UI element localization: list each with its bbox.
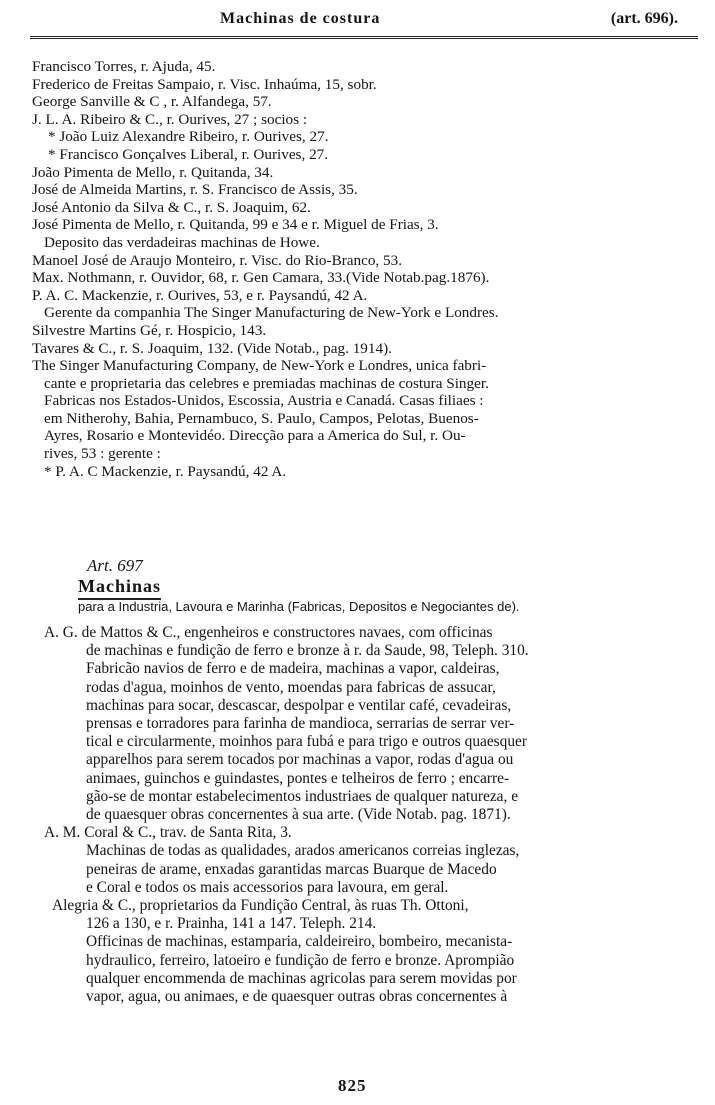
page-header [30, 8, 698, 34]
article-number: Art. 697 [87, 556, 143, 575]
list-item-continuation: peneiras de arame, enxadas garantidas marcas Buarque de Macedo [86, 860, 497, 878]
list-item: João Pimenta de Mello, r. Quitanda, 34. [32, 163, 274, 181]
list-item: Frederico de Freitas Sampaio, r. Visc. Inhaúma, 15, sobr. [32, 75, 377, 93]
list-item-continuation: tical e circularmente, moinhos para fubá e para trigo e outros quaesquer [86, 733, 528, 751]
list-item: The Singer Manufacturing Company, de New-York e Londres, unica fabri- [32, 357, 487, 375]
section-title: Machinas [78, 576, 161, 600]
list-item: Max. Nothmann, r. Ouvidor, 68, r. Gen Camara, 33.(Vide Notab.pag.1876). [32, 269, 490, 287]
list-item: Tavares & C., r. S. Joaquim, 132. (Vide Notab., pag. 1914). [32, 339, 392, 357]
list-item: A. M. Coral & C., trav. de Santa Rita, 3. [44, 824, 292, 842]
list-item: Francisco Torres, r. Ajuda, 45. [32, 58, 216, 75]
list-item: Alegria & C., proprietarios da Fundição Central, às ruas Th. Ottoni, [52, 897, 469, 915]
list-item: George Sanville & C , r. Alfandega, 57. [32, 93, 272, 111]
list-item-continuation: 126 a 130, e r. Prainha, 141 a 147. Teleph. 214. [86, 915, 377, 933]
list-item: José de Almeida Martins, r. S. Francisco de Assis, 35. [32, 181, 358, 199]
sewing-machine-listing [32, 58, 692, 480]
list-item-continuation: de quaesquer obras concernentes à sua arte. (Vide Notab. pag. 1871). [86, 806, 511, 824]
list-item: P. A. C. Mackenzie, r. Ourives, 53, e r. Paysandú, 42 A. [32, 286, 368, 304]
list-item-continuation: Machinas de todas as qualidades, arados americanos correias inglezas, [86, 842, 520, 860]
list-item-continuation: em Nitherohy, Bahia, Pernambuco, S. Paulo, Campos, Pelotas, Buenos- [44, 409, 479, 427]
list-item-partner: * Francisco Gonçalves Liberal, r. Ourives, 27. [48, 145, 329, 163]
article-reference: (art. 696). [610, 10, 678, 27]
list-item-continuation: e Coral e todos os mais accessorios para lavoura, em geral. [86, 878, 449, 896]
list-item: Silvestre Martins Gé, r. Hospicio, 143. [32, 321, 267, 339]
list-item-continuation: rodas d'agua, moinhos de vento, moendas para fabricas de assucar, [86, 678, 496, 696]
list-item: A. G. de Mattos & C., engenheiros e constructores navaes, com officinas [44, 624, 493, 641]
list-item-continuation: gão-se de montar estabelecimentos industriaes de qualquer natureza, e [86, 787, 519, 805]
list-item-continuation: animaes, guinchos e guindastes, pontes e telheiros de ferro ; encarre- [86, 769, 510, 787]
running-title: Machinas de costura [220, 10, 381, 27]
list-item: Manoel José de Araujo Monteiro, r. Visc. do Rio-Branco, 53. [32, 251, 403, 269]
list-item-continuation: Fabricas nos Estados-Unidos, Escossia, Austria e Canadá. Casas filiaes : [44, 392, 484, 410]
list-item-continuation: rives, 53 : gerente : [44, 445, 161, 463]
page-number: 825 [338, 1076, 367, 1095]
section-subtitle: para a Industria, Lavoura e Marinha (Fabricas, Depositos e Negociantes de). [78, 599, 520, 614]
list-item-continuation: Deposito das verdadeiras machinas de Howe. [44, 233, 320, 251]
list-item-partner: * P. A. C Mackenzie, r. Paysandú, 42 A. [44, 462, 287, 480]
list-item-continuation: qualquer encommenda de machinas agricolas para serem movidas por [86, 969, 517, 987]
list-item-continuation: hydraulico, ferreiro, latoeiro e fundição de ferro e bronze. Aprompião [86, 951, 515, 969]
industrial-machine-listing [44, 624, 694, 1006]
list-item-partner: * João Luiz Alexandre Ribeiro, r. Ourives, 27. [48, 128, 329, 146]
list-item-continuation: machinas para socar, descascar, despolpar e ventilar café, cevadeiras, [86, 696, 512, 714]
list-item-continuation: de machinas e fundição de ferro e bronze à r. da Saude, 98, Teleph. 310. [86, 642, 529, 660]
list-item-continuation: Ayres, Rosario e Montevidéo. Direcção para a America do Sul, r. Ou- [44, 427, 466, 445]
list-item: José Pimenta de Mello, r. Quitanda, 99 e 34 e r. Miguel de Frias, 3. [32, 216, 439, 234]
list-item-continuation: Officinas de machinas, estamparia, caldeireiro, bombeiro, mecanista- [86, 933, 513, 951]
list-item-continuation: cante e proprietaria das celebres e premiadas machinas de costura Singer. [44, 374, 489, 392]
list-item: J. L. A. Ribeiro & C., r. Ourives, 27 ; socios : [32, 110, 308, 128]
list-item-continuation: Gerente da companhia The Singer Manufacturing de New-York e Londres. [44, 304, 499, 322]
list-item-continuation: prensas e torradores para farinha de mandioca, serrarias de serrar ver- [86, 715, 515, 733]
list-item-continuation: Fabricão navios de ferro e de madeira, machinas a vapor, caldeiras, [86, 660, 500, 678]
header-rule [30, 36, 698, 39]
list-item: José Antonio da Silva & C., r. S. Joaquim, 62. [32, 198, 311, 216]
list-item-continuation: apparelhos para serem tocados por machinas a vapor, rodas d'agua ou [86, 751, 514, 769]
list-item-continuation: vapor, agua, ou animaes, e de quaesquer outras obras concernentes à [86, 988, 508, 1006]
